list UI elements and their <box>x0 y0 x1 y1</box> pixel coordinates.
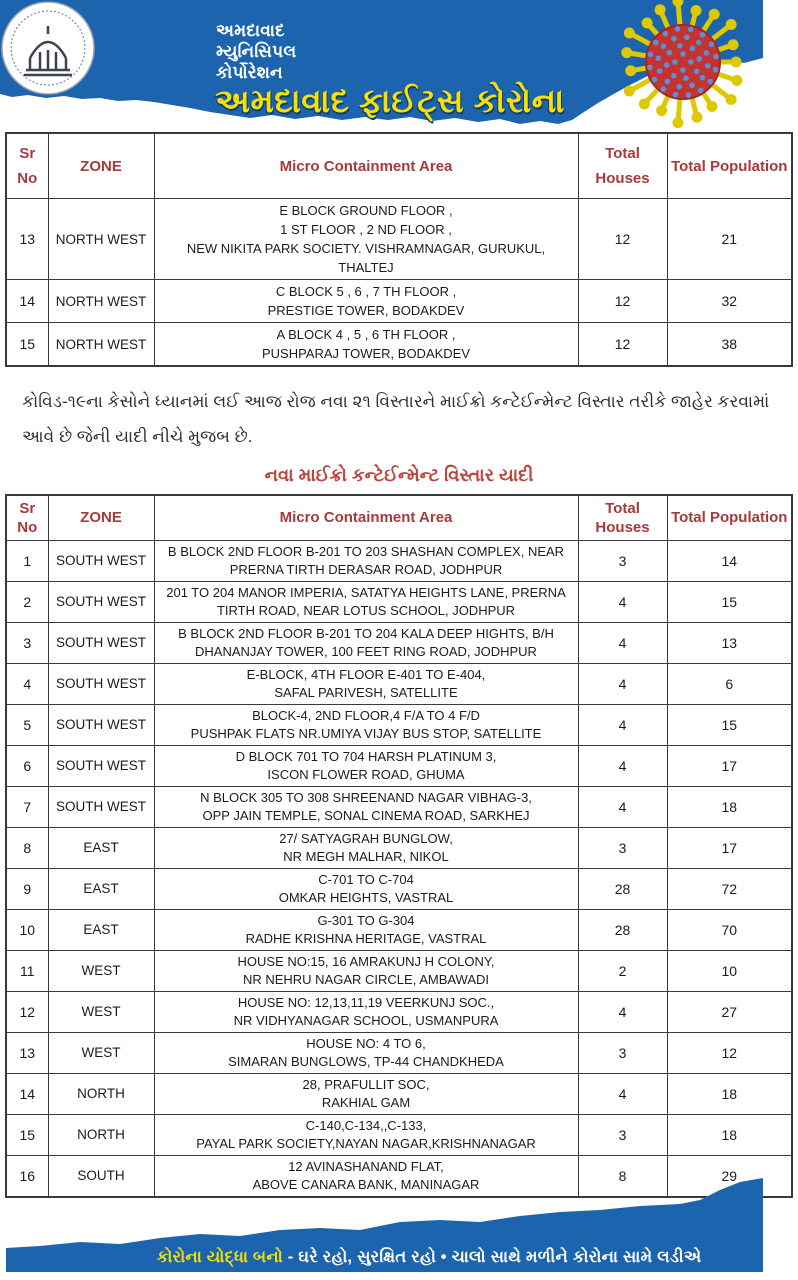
sr-no-cell: 13 <box>6 1032 48 1073</box>
population-cell: 17 <box>667 745 792 786</box>
table-row <box>6 581 792 622</box>
table-row <box>6 540 792 581</box>
sr-no-cell: 7 <box>6 786 48 827</box>
area-cell: C BLOCK 5 , 6 , 7 TH FLOOR , PRESTIGE TOWER, BODAKDEV <box>154 280 578 323</box>
sr-no-cell: 5 <box>6 704 48 745</box>
sr-no-cell: 10 <box>6 909 48 950</box>
area-cell: 28, PRAFULLIT SOC, RAKHIAL GAM <box>154 1073 578 1114</box>
zone-cell: EAST <box>48 909 154 950</box>
sr-no-cell: 12 <box>6 991 48 1032</box>
org-name-line: અમદાવાદ <box>216 21 285 40</box>
zone-cell: NORTH WEST <box>48 323 154 367</box>
population-cell: 10 <box>667 950 792 991</box>
zone-cell: SOUTH WEST <box>48 622 154 663</box>
table-row <box>6 827 792 868</box>
houses-cell: 4 <box>578 581 667 622</box>
population-cell: 13 <box>667 622 792 663</box>
area-cell: E BLOCK GROUND FLOOR , 1 ST FLOOR , 2 ND FLOOR , NEW NIKITA PARK SOCIETY. VISHRAMNAGAR, GURUKUL, THALTEJ <box>154 199 578 280</box>
area-cell: 27/ SATYAGRAH BUNGLOW, NR MEGH MALHAR, NIKOL <box>154 827 578 868</box>
amc-logo-seal-icon <box>0 0 96 96</box>
zone-cell: SOUTH WEST <box>48 786 154 827</box>
col-header-houses: Total Houses <box>578 133 667 199</box>
col-header-sr-no: Sr No <box>6 495 48 541</box>
area-cell: G-301 TO G-304 RADHE KRISHNA HERITAGE, VASTRAL <box>154 909 578 950</box>
org-name-line: કોર્પોરેશન <box>216 63 283 82</box>
houses-cell: 4 <box>578 745 667 786</box>
sr-no-cell: 15 <box>6 323 48 367</box>
population-cell: 12 <box>667 1032 792 1073</box>
sr-no-cell: 8 <box>6 827 48 868</box>
footer-banner <box>0 1158 798 1280</box>
houses-cell: 4 <box>578 1073 667 1114</box>
table-row <box>6 868 792 909</box>
area-cell: N BLOCK 305 TO 308 SHREENAND NAGAR VIBHAG-3, OPP JAIN TEMPLE, SONAL CINEMA ROAD, SARKHEJ <box>154 786 578 827</box>
area-cell: E-BLOCK, 4TH FLOOR E-401 TO E-404, SAFAL PARIVESH, SATELLITE <box>154 663 578 704</box>
population-cell: 21 <box>667 199 792 280</box>
zone-cell: SOUTH WEST <box>48 540 154 581</box>
population-cell: 29 <box>667 1155 792 1197</box>
houses-cell: 4 <box>578 663 667 704</box>
population-cell: 15 <box>667 581 792 622</box>
zone-cell: SOUTH WEST <box>48 745 154 786</box>
area-cell: HOUSE NO:15, 16 AMRAKUNJ H COLONY, NR NEHRU NAGAR CIRCLE, AMBAWADI <box>154 950 578 991</box>
area-cell: HOUSE NO: 12,13,11,19 VEERKUNJ SOC., NR VIDHYANAGAR SCHOOL, USMANPURA <box>154 991 578 1032</box>
houses-cell: 4 <box>578 991 667 1032</box>
existing-containment-table <box>5 132 793 367</box>
col-header-area: Micro Containment Area <box>154 133 578 199</box>
table-row <box>6 1032 792 1073</box>
houses-cell: 3 <box>578 1032 667 1073</box>
zone-cell: WEST <box>48 991 154 1032</box>
col-header-zone: ZONE <box>48 495 154 541</box>
table-row <box>6 991 792 1032</box>
population-cell: 27 <box>667 991 792 1032</box>
table-header-row <box>6 495 792 541</box>
population-cell: 18 <box>667 1073 792 1114</box>
col-header-sr-no: Sr No <box>6 133 48 199</box>
population-cell: 14 <box>667 540 792 581</box>
table-header-row <box>6 133 792 199</box>
zone-cell: NORTH WEST <box>48 199 154 280</box>
area-cell: BLOCK-4, 2ND FLOOR,4 F/A TO 4 F/D PUSHPAK FLATS NR.UMIYA VIJAY BUS STOP, SATELLITE <box>154 704 578 745</box>
table-row <box>6 950 792 991</box>
col-header-zone: ZONE <box>48 133 154 199</box>
area-cell: D BLOCK 701 TO 704 HARSH PLATINUM 3, ISCON FLOWER ROAD, GHUMA <box>154 745 578 786</box>
zone-cell: NORTH WEST <box>48 280 154 323</box>
houses-cell: 4 <box>578 622 667 663</box>
footer-slogan-highlight: કોરોના યોદ્ધા બનો <box>156 1248 283 1266</box>
houses-cell: 12 <box>578 323 667 367</box>
sr-no-cell: 4 <box>6 663 48 704</box>
zone-cell: SOUTH WEST <box>48 704 154 745</box>
col-header-area: Micro Containment Area <box>154 495 578 541</box>
table-row <box>6 745 792 786</box>
col-header-population: Total Population <box>667 133 792 199</box>
org-name <box>216 20 296 83</box>
col-header-houses: Total Houses <box>578 495 667 541</box>
population-cell: 18 <box>667 786 792 827</box>
houses-cell: 3 <box>578 540 667 581</box>
new-containment-table <box>5 494 793 1198</box>
population-cell: 18 <box>667 1114 792 1155</box>
population-cell: 32 <box>667 280 792 323</box>
sr-no-cell: 1 <box>6 540 48 581</box>
table-row <box>6 323 792 367</box>
houses-cell: 4 <box>578 704 667 745</box>
sr-no-cell: 14 <box>6 280 48 323</box>
area-cell: B BLOCK 2ND FLOOR B-201 TO 203 SHASHAN COMPLEX, NEAR PRERNA TIRTH DERASAR ROAD, JODHPUR <box>154 540 578 581</box>
sr-no-cell: 3 <box>6 622 48 663</box>
table-row <box>6 909 792 950</box>
population-cell: 70 <box>667 909 792 950</box>
houses-cell: 12 <box>578 280 667 323</box>
area-cell: C-140,C-134,,C-133, PAYAL PARK SOCIETY,NAYAN NAGAR,KRISHNANAGAR <box>154 1114 578 1155</box>
sr-no-cell: 2 <box>6 581 48 622</box>
footer-slogan-rest: - ઘરે રહો, સુરક્ષિત રહો • ચાલો સાથે મળીને કોરોના સામે લડીએ <box>283 1248 702 1266</box>
zone-cell: WEST <box>48 950 154 991</box>
population-cell: 6 <box>667 663 792 704</box>
zone-cell: SOUTH WEST <box>48 663 154 704</box>
table-row <box>6 199 792 280</box>
houses-cell: 4 <box>578 786 667 827</box>
houses-cell: 3 <box>578 827 667 868</box>
sr-no-cell: 11 <box>6 950 48 991</box>
table-row <box>6 786 792 827</box>
table-row <box>6 663 792 704</box>
houses-cell: 3 <box>578 1114 667 1155</box>
houses-cell: 28 <box>578 909 667 950</box>
col-header-population: Total Population <box>667 495 792 541</box>
population-cell: 17 <box>667 827 792 868</box>
zone-cell: WEST <box>48 1032 154 1073</box>
houses-cell: 8 <box>578 1155 667 1197</box>
sr-no-cell: 13 <box>6 199 48 280</box>
table-row <box>6 280 792 323</box>
zone-cell: NORTH <box>48 1073 154 1114</box>
zone-cell: EAST <box>48 868 154 909</box>
population-cell: 38 <box>667 323 792 367</box>
sr-no-cell: 9 <box>6 868 48 909</box>
area-cell: 12 AVINASHANAND FLAT, ABOVE CANARA BANK, MANINAGAR <box>154 1155 578 1197</box>
table-row <box>6 1073 792 1114</box>
footer-slogan <box>0 1248 798 1267</box>
sr-no-cell: 14 <box>6 1073 48 1114</box>
zone-cell: EAST <box>48 827 154 868</box>
sr-no-cell: 15 <box>6 1114 48 1155</box>
population-cell: 72 <box>667 868 792 909</box>
area-cell: A BLOCK 4 , 5 , 6 TH FLOOR , PUSHPARAJ TOWER, BODAKDEV <box>154 323 578 367</box>
area-cell: C-701 TO C-704 OMKAR HEIGHTS, VASTRAL <box>154 868 578 909</box>
houses-cell: 12 <box>578 199 667 280</box>
new-list-subtitle: નવા માઈક્રો કન્ટેઈન્મેન્ટ વિસ્તાર યાદી <box>264 464 534 485</box>
intro-paragraph: કોવિડ-૧૯ના કેસોને ધ્યાનમાં લઈ આજ રોજ નવા ૨૧ વિસ્તારને માઈક્રો કન્ટેઈન્મેન્ટ વિસ્તાર તરીકે જાહેર કરવામાં આવે છે જેની યાદી નીચે મુજબ છે. <box>22 392 770 446</box>
houses-cell: 28 <box>578 868 667 909</box>
sr-no-cell: 6 <box>6 745 48 786</box>
houses-cell: 2 <box>578 950 667 991</box>
table-row <box>6 704 792 745</box>
table-row <box>6 622 792 663</box>
area-cell: HOUSE NO: 4 TO 6, SIMARAN BUNGLOWS, TP-44 CHANDKHEDA <box>154 1032 578 1073</box>
header-banner <box>0 0 798 132</box>
zone-cell: SOUTH WEST <box>48 581 154 622</box>
org-name-line: મ્યુનિસિપલ <box>216 42 297 61</box>
zone-cell: NORTH <box>48 1114 154 1155</box>
banner-title: અમદાવાદ ફાઈટ્સ કોરોના <box>215 82 565 119</box>
zone-cell: SOUTH <box>48 1155 154 1197</box>
table-row <box>6 1114 792 1155</box>
sr-no-cell: 16 <box>6 1155 48 1197</box>
area-cell: 201 TO 204 MANOR IMPERIA, SATATYA HEIGHTS LANE, PRERNA TIRTH ROAD, NEAR LOTUS SCHOOL, JODHPUR <box>154 581 578 622</box>
area-cell: B BLOCK 2ND FLOOR B-201 TO 204 KALA DEEP HIGHTS, B/H DHANANJAY TOWER, 100 FEET RING ROAD, JODHPUR <box>154 622 578 663</box>
population-cell: 15 <box>667 704 792 745</box>
